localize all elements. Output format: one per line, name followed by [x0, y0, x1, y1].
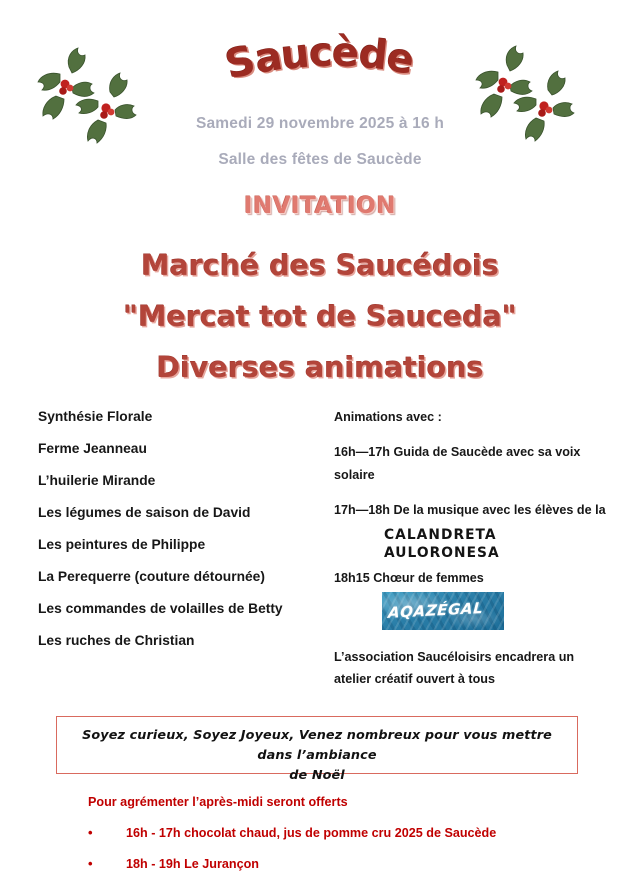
headline-occitan: "Mercat tot de Sauceda"	[123, 300, 517, 333]
list-item	[88, 857, 588, 871]
calandreta-line-2: AULORONESA	[384, 544, 500, 561]
bullet-icon: •	[88, 825, 93, 840]
aqazegal-logo-text: AQAZÉGAL	[387, 598, 484, 622]
list-item: Les légumes de saison de David	[38, 504, 251, 520]
saucede-logo	[0, 29, 640, 89]
list-item: La Perequerre (couture détournée)	[38, 568, 265, 584]
slogan-box	[56, 716, 578, 783]
event-venue: Salle des fêtes de Saucède	[218, 151, 422, 168]
offers-section	[88, 795, 588, 888]
animation-slot-2: 17h—18h De la musique avec les élèves de la	[334, 503, 606, 518]
offer-text: 18h - 19h Le Jurançon	[126, 857, 259, 871]
saucede-logo-text: Saucède	[221, 29, 418, 89]
invitation-label: INVITATION	[243, 193, 397, 219]
list-item: Les ruches de Christian	[38, 632, 195, 648]
exhibitors-list	[38, 410, 328, 666]
event-date: Samedi 29 novembre 2025 à 16 h	[195, 115, 445, 132]
list-item: Les commandes de volailles de Betty	[38, 600, 283, 616]
offers-title: Pour agrémenter l’après-midi seront offerts	[88, 795, 348, 809]
list-item: Ferme Jeanneau	[38, 440, 147, 456]
headline-primary: Marché des Saucédois	[141, 249, 499, 282]
animations-panel	[334, 406, 610, 691]
list-item: Les peintures de Philippe	[38, 536, 206, 552]
list-item: Synthésie Florale	[38, 409, 153, 424]
offer-text: 16h - 17h chocolat chaud, jus de pomme cru 2025 de Saucède	[126, 826, 497, 840]
animation-slot-3: 18h15 Chœur de femmes	[334, 570, 484, 585]
calandreta-logo	[384, 526, 599, 562]
slogan-line-1: Soyez curieux, Soyez Joyeux, Venez nombreux pour vous mettre dans l’ambiance	[82, 728, 552, 763]
association-note: L’association Saucéloisirs encadrera un atelier créatif ouvert à tous	[334, 649, 575, 687]
aqazegal-choir-logo	[382, 592, 504, 630]
slogan-line-2: de Noël	[289, 767, 345, 783]
animations-heading: Animations avec :	[334, 410, 442, 424]
animation-slot-1: 16h—17h Guida de Saucède avec sa voix solaire	[334, 445, 581, 482]
list-item	[88, 826, 588, 840]
headline-animations: Diverses animations	[156, 351, 484, 384]
list-item: L’huilerie Mirande	[38, 472, 156, 488]
bullet-icon: •	[88, 856, 93, 871]
calandreta-line-1: CALANDRETA	[384, 526, 497, 543]
